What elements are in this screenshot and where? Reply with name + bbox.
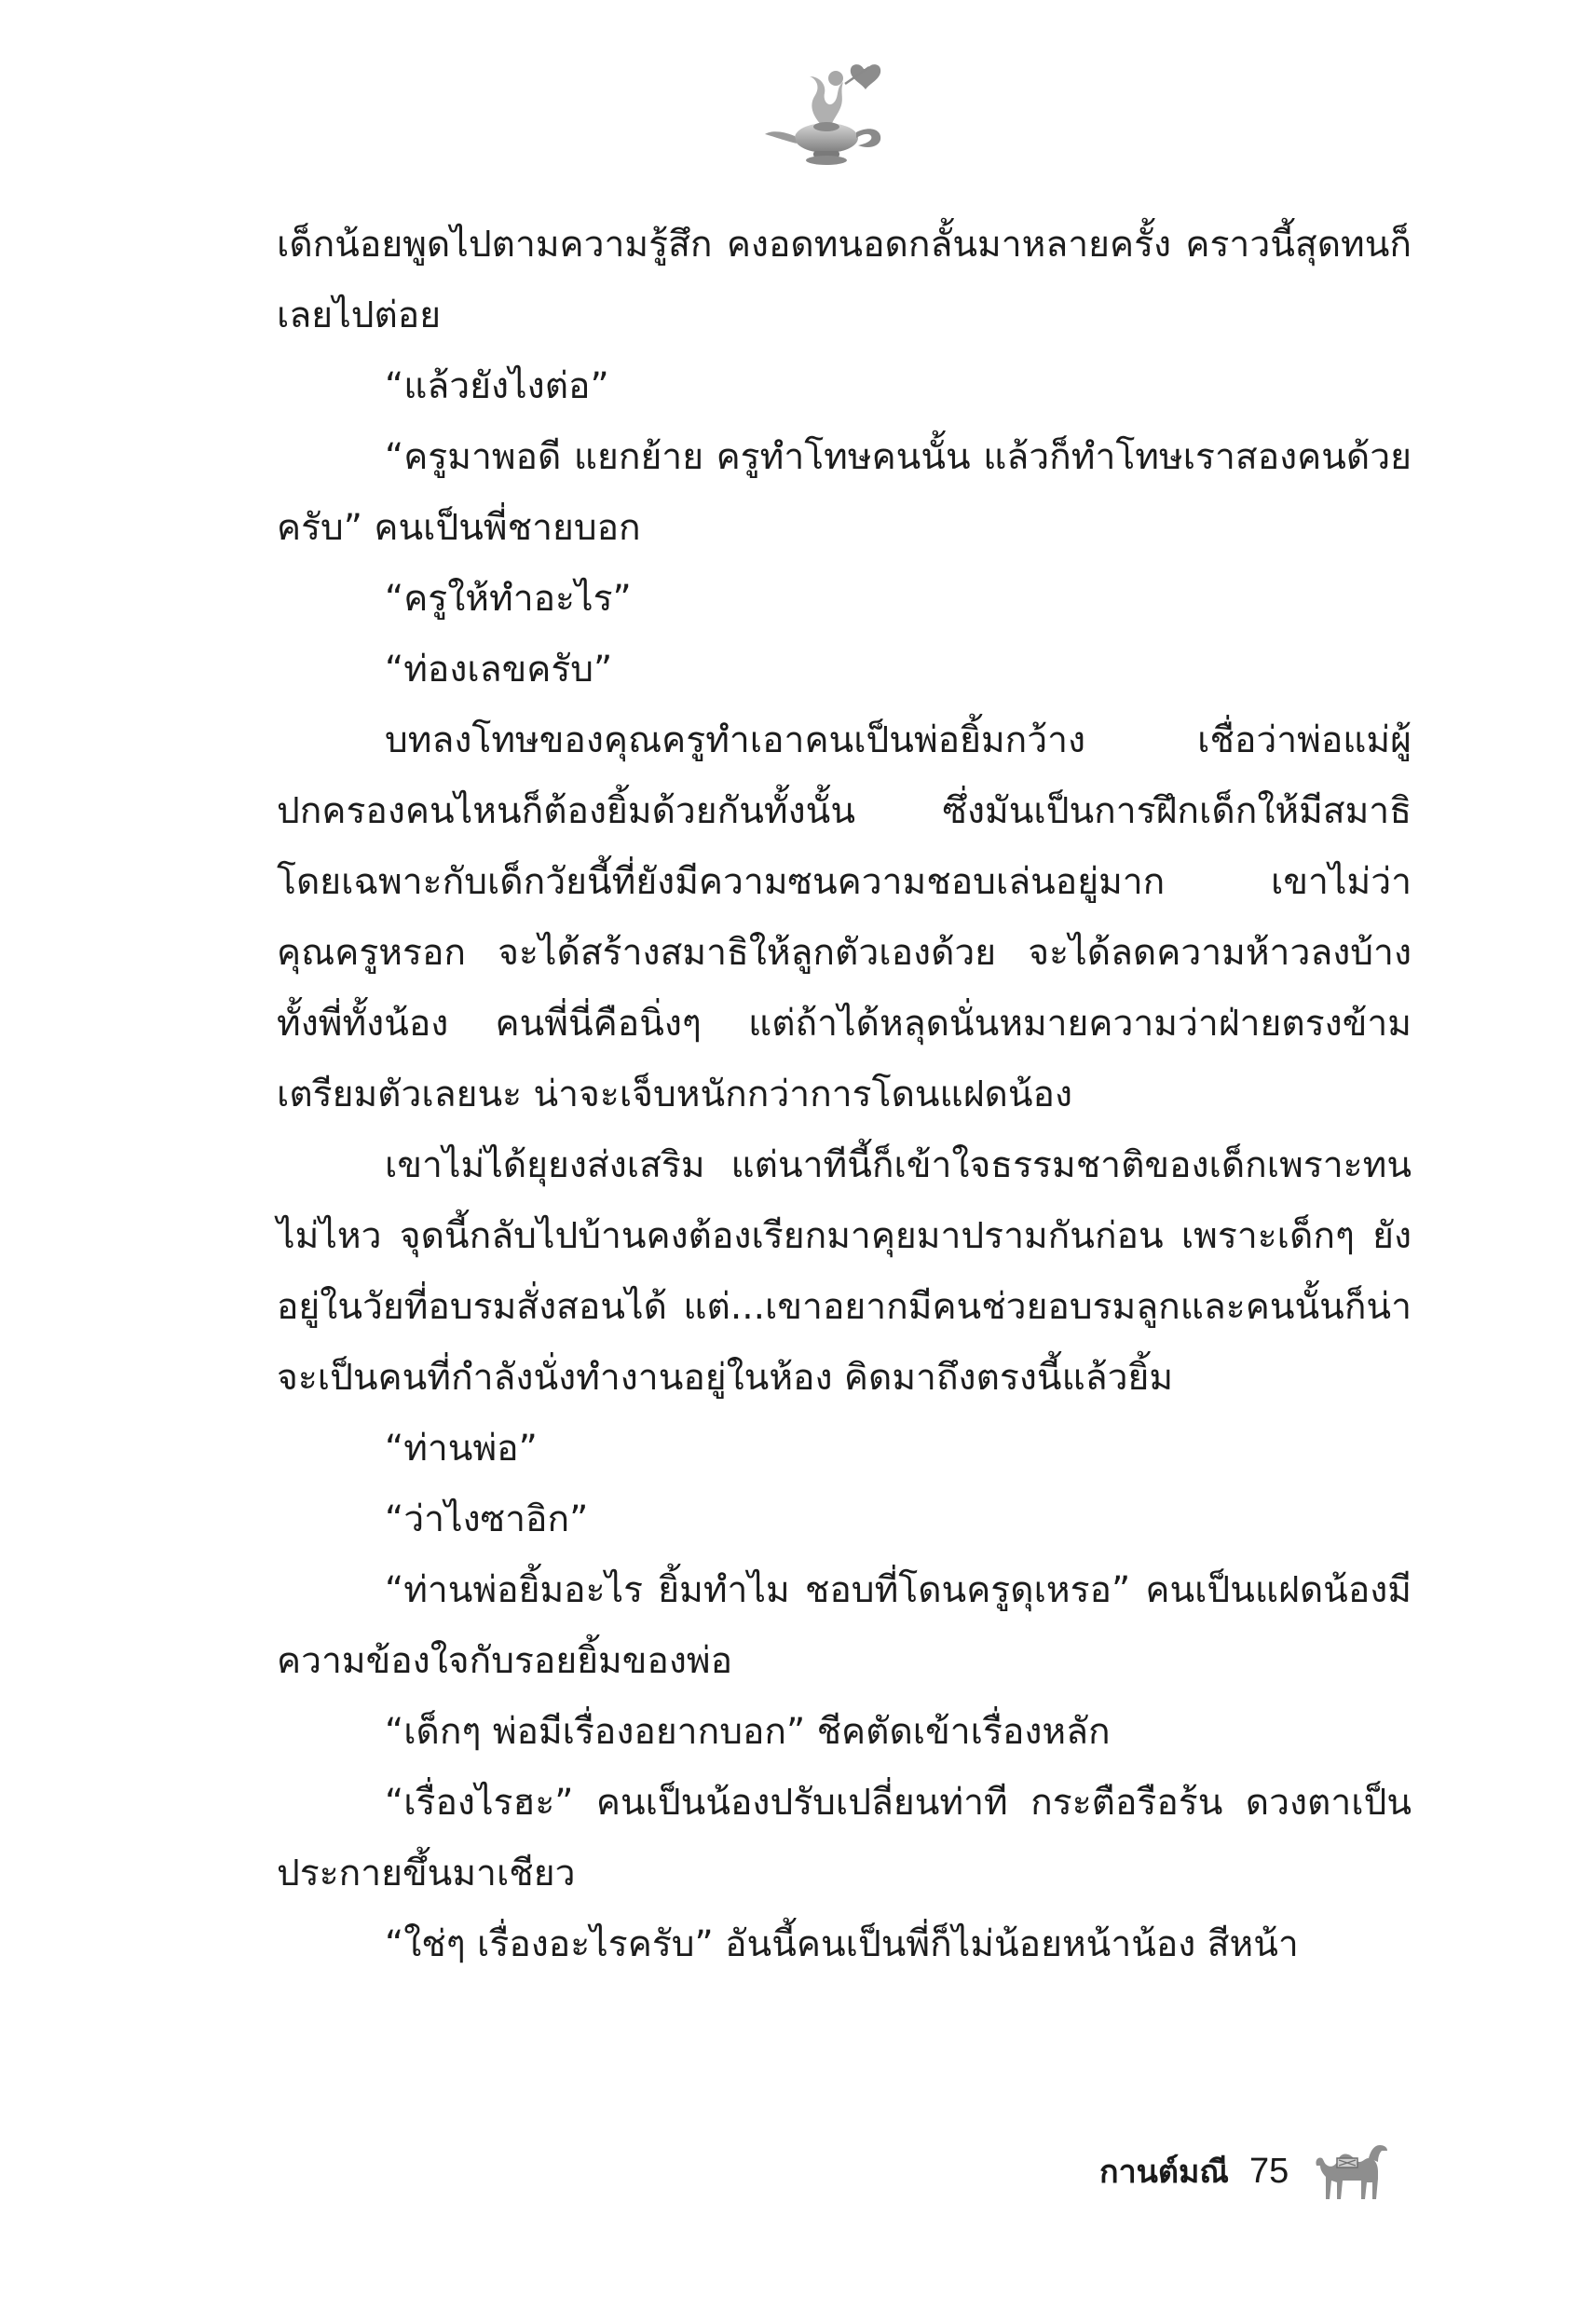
book-title: กานต์มณี [1099, 2154, 1229, 2191]
paragraph: “แล้วยังไงต่อ” [385, 365, 609, 407]
paragraph: “ว่าไงซาอิก” [385, 1498, 589, 1540]
page-footer [1099, 2134, 1391, 2208]
paragraph: เด็กน้อยพูดไปตามความรู้สึก คงอดทนอดกลั้นมาหลายครั้ง คราวนี้สุดทนก็เลยไปต่อย [277, 224, 1412, 336]
paragraph: เขาไม่ได้ยุยงส่งเสริม แต่นาทีนี้ก็เข้าใจธรรมชาติของเด็กเพราะทนไม่ไหว จุดนี้กลับไปบ้านคงต้องเรียกมาคุยมาปรามกันก่อน เพราะเด็กๆ ยังอยู่ในวัยที่อบรมสั่งสอนได้ แต่...เขาอยากมีคนช่วยอบรมลูกและคนนั้นก็น่าจะเป็นคนที่กำลังนั่งทำงานอยู่ในห้อง คิดมาถึงตรงนี้แล้วยิ้ม [277, 1144, 1412, 1399]
genie-lamp-icon [759, 56, 899, 168]
paragraph: “ท่องเลขครับ” [385, 649, 613, 691]
paragraph: “เด็กๆ พ่อมีเรื่องอยากบอก” ชีคตัดเข้าเรื่องหลัก [385, 1711, 1111, 1753]
page-number: 75 [1248, 2151, 1289, 2191]
paragraph: “ครูให้ทำอะไร” [385, 578, 632, 620]
paragraph: บทลงโทษของคุณครูทำเอาคนเป็นพ่อยิ้มกว้าง เชื่อว่าพ่อแม่ผู้ปกครองคนไหนก็ต้องยิ้มด้วยกันทั้งนั้น ซึ่งมันเป็นการฝึกเด็กให้มีสมาธิ โดยเฉพาะกับเด็กวัยนี้ที่ยังมีความซนความชอบเล่นอยู่มาก เขาไม่ว่าคุณครูหรอก จะได้สร้างสมาธิให้ลูกตัวเองด้วย จะได้ลดความห้าวลงบ้างทั้งพี่ทั้งน้อง คนพี่นี่คือนิ่งๆ แต่ถ้าได้หลุดนั่นหมายความว่าฝ่ายตรงข้ามเตรียมตัวเลยนะ น่าจะเจ็บหนักกว่าการโดนแฝดน้อง [277, 719, 1412, 1115]
paragraph: “ใช่ๆ เรื่องอะไรครับ” อันนี้คนเป็นพี่ก็ไม่น้อยหน้าน้อง สีหน้า [385, 1923, 1299, 1965]
camel-icon [1309, 2138, 1391, 2205]
paragraph: “ท่านพ่อ” [385, 1428, 538, 1470]
paragraph: “ครูมาพอดี แยกย้าย ครูทำโทษคนนั้น แล้วก็ทำโทษเราสองคนด้วยครับ” คนเป็นพี่ชายบอก [277, 436, 1412, 549]
paragraph: “เรื่องไรฮะ” คนเป็นน้องปรับเปลี่ยนท่าที กระตือรือร้น ดวงตาเป็นประกายขึ้นมาเชียว [277, 1782, 1412, 1894]
paragraph: “ท่านพ่อยิ้มอะไร ยิ้มทำไม ชอบที่โดนครูดุเหรอ” คนเป็นแฝดน้องมีความข้องใจกับรอยยิ้มของพ่อ [277, 1569, 1412, 1682]
body-text [277, 210, 1412, 1980]
